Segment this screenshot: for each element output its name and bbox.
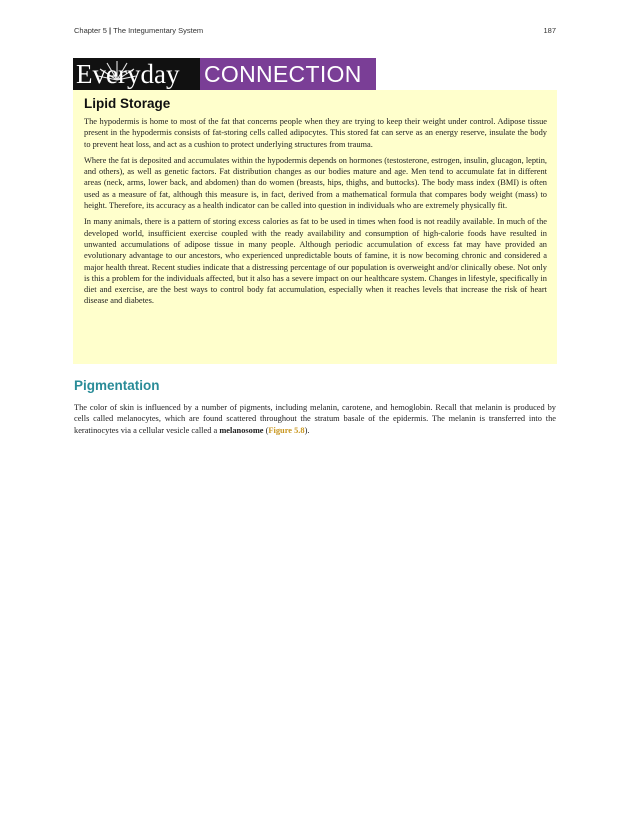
- everyday-connection-banner: [73, 58, 376, 90]
- banner-everyday: [73, 58, 200, 90]
- feature-title: Lipid Storage: [84, 96, 171, 111]
- page-number: 187: [543, 26, 556, 35]
- lipid-storage-feature: [73, 90, 557, 364]
- running-head: [74, 26, 556, 35]
- banner-word-connection: CONNECTION: [204, 61, 362, 87]
- pigmentation-paragraph: [74, 402, 556, 436]
- banner-word-everyday: Everyday: [76, 59, 180, 89]
- feature-paragraph-2: Where the fat is deposited and accumulates within the hypodermis depends on hormones (testosterone, estrogen, insulin, glucagon, leptin, and others), as well as genetic factors. Fat distribution changes as our bodies mature and age. Men tend to accumulate fat in different areas (neck, arms, lower back, and abdomen) than do women (breasts, hips, thighs, and buttocks). The body mass index (BMI) is often used as a measure of fat, although this measure is, in fact, derived from a mathematical formula that compares body weight (mass) to height. Therefore, its accuracy as a health indicator can be called into question in individuals who are extremely physically fit.: [84, 155, 547, 211]
- feature-paragraph-3: In many animals, there is a pattern of storing excess calories as fat to be used in times when food is not readily available. In much of the developed world, insufficient exercise coupled with the ready availability and consumption of high-calorie foods have resulted in unwanted accumulations of adipose tissue in many people. Although periodic accumulation of excess fat may have provided an evolutionary advantage to our ancestors, who experienced unpredictable bouts of famine, it is now becoming chronic and considered a major health threat. Recent studies indicate that a distressing percentage of our population is overweight and/or clinically obese. Not only is this a problem for the individuals affected, but it also has a severe impact on our healthcare system. Changes in lifestyle, specifically in diet and exercise, are the best ways to control body fat accumulation, especially when it reaches levels that increase the risk of heart disease and diabetes.: [84, 217, 547, 306]
- pigmentation-text: The color of skin is influenced by a number of pigments, including melanin, carotene, and hemoglobin. Recall that melanin is produced by cells called melanocytes, which are found scattered throughout the stratum basale of the epidermis. The melanin is transferred into the keratinocytes via a cellular vesicle called a: [74, 403, 556, 435]
- banner-connection: [200, 58, 376, 90]
- pigmentation-section: [74, 378, 556, 441]
- chapter-label: Chapter 5 | The Integumentary System: [74, 26, 204, 35]
- paren-open: (: [263, 425, 269, 435]
- figure-link[interactable]: Figure 5.8: [268, 425, 305, 435]
- feature-paragraph-1: The hypodermis is home to most of the fat that concerns people when they are trying to keep their weight under control. Adipose tissue present in the hypodermis consists of fat-storing cells called adipocytes. This stored fat can serve as an energy reserve, insulate the body to prevent heat loss, and act as a cushion to protect underlying structures from trauma.: [84, 117, 547, 149]
- paren-close: ).: [304, 425, 310, 435]
- key-term-melanosome: melanosome: [219, 425, 264, 435]
- section-title: Pigmentation: [74, 378, 160, 393]
